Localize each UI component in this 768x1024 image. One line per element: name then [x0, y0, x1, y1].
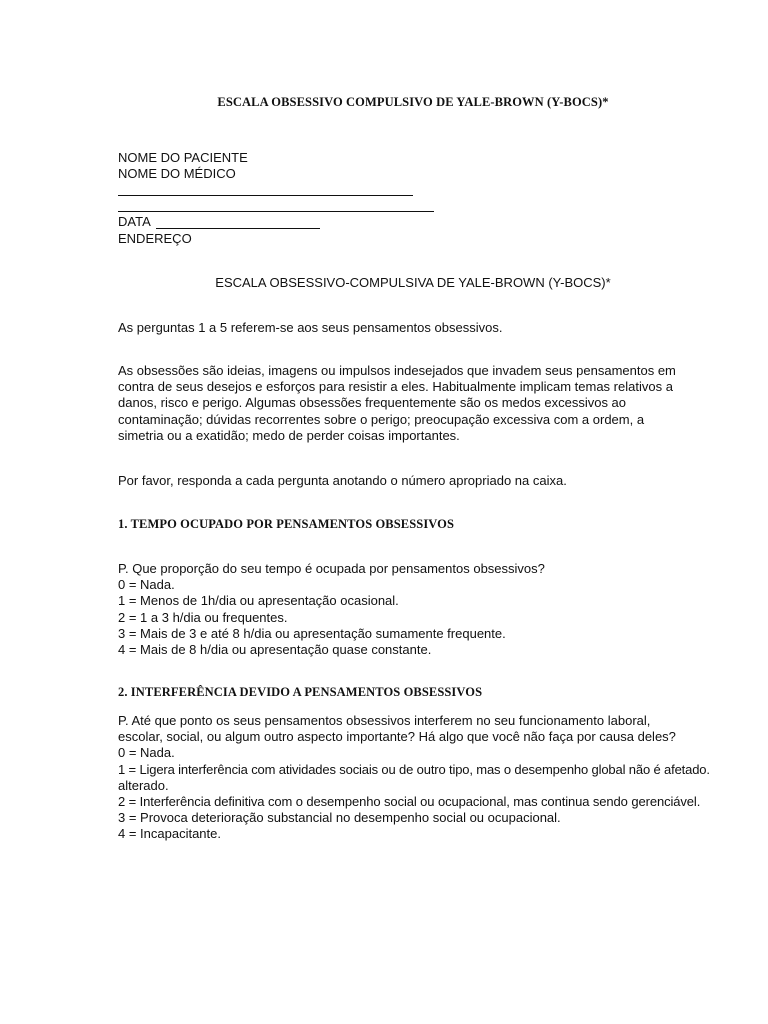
instruction-text: Por favor, responda a cada pergunta anotando o número apropriado na caixa. [118, 473, 567, 488]
question-text: P. Que proporção do seu tempo é ocupada por pensamentos obsessivos? [118, 561, 545, 576]
patient-name-line [118, 195, 413, 196]
answer-option: 1 = Ligera interferência com atividades sociais ou de outro tipo, mas o desempenho global não é afetado. [118, 761, 710, 777]
answer-option: 1 = Menos de 1h/dia ou apresentação ocasional. [118, 593, 399, 609]
section-2-body [118, 713, 710, 843]
definition-line: contaminação; dúvidas recorrentes sobre o perigo; preocupação excessiva com a ordem, a [118, 411, 645, 427]
answer-option: 2 = Interferência definitiva com o desempenho social ou ocupacional, mas continua sendo gerenciável. [118, 794, 701, 810]
subtitle: ESCALA OBSESSIVO-COMPULSIVA DE YALE-BROWN (Y-BOCS)* [215, 275, 611, 290]
date-label: DATA [118, 214, 151, 229]
question-text: P. Até que ponto os seus pensamentos obsessivos interferem no seu funcionamento laboral, [118, 713, 651, 728]
answer-option: 3 = Provoca deterioração substancial no desempenho social ou ocupacional. [118, 810, 561, 826]
address-label: ENDEREÇO [118, 231, 192, 246]
answer-option: 3 = Mais de 3 e até 8 h/dia ou apresentação sumamente frequente. [118, 625, 506, 641]
answer-option-continuation: alterado. [118, 777, 169, 793]
main-title: ESCALA OBSESSIVO COMPULSIVO DE YALE-BROWN (Y-BOCS)* [217, 95, 609, 109]
date-line [156, 228, 320, 229]
answer-option: 2 = 1 a 3 h/dia ou frequentes. [118, 609, 288, 625]
definition-paragraph [118, 363, 676, 444]
definition-line: contra de seus desejos e esforços para resistir a eles. Habitualmente implicam temas relativos a [118, 379, 673, 395]
definition-line: As obsessões são ideias, imagens ou impulsos indesejados que invadem seus pensamentos em [118, 363, 676, 378]
answer-option: 0 = Nada. [118, 745, 175, 761]
definition-line: simetria ou a exatidão; medo de perder coisas importantes. [118, 427, 460, 443]
doctor-name-label: NOME DO MÉDICO [118, 166, 236, 181]
doctor-name-line [118, 211, 434, 212]
section-1-body [118, 561, 545, 658]
patient-name-label: NOME DO PACIENTE [118, 150, 248, 165]
answer-option: 4 = Incapacitante. [118, 826, 221, 842]
section-1-heading: 1. TEMPO OCUPADO POR PENSAMENTOS OBSESSIVOS [118, 517, 455, 531]
answer-option: 4 = Mais de 8 h/dia ou apresentação quase constante. [118, 642, 432, 658]
section-2-heading: 2. INTERFERÊNCIA DEVIDO A PENSAMENTOS OBSESSIVOS [118, 685, 483, 699]
answer-option: 0 = Nada. [118, 577, 175, 593]
question-text: escolar, social, ou algum outro aspecto importante? Há algo que você não faça por causa deles? [118, 729, 676, 745]
intro-text: As perguntas 1 a 5 referem-se aos seus pensamentos obsessivos. [118, 320, 503, 335]
definition-line: danos, risco e perigo. Algumas obsessões frequentemente são os medos excessivos ao [118, 395, 627, 411]
